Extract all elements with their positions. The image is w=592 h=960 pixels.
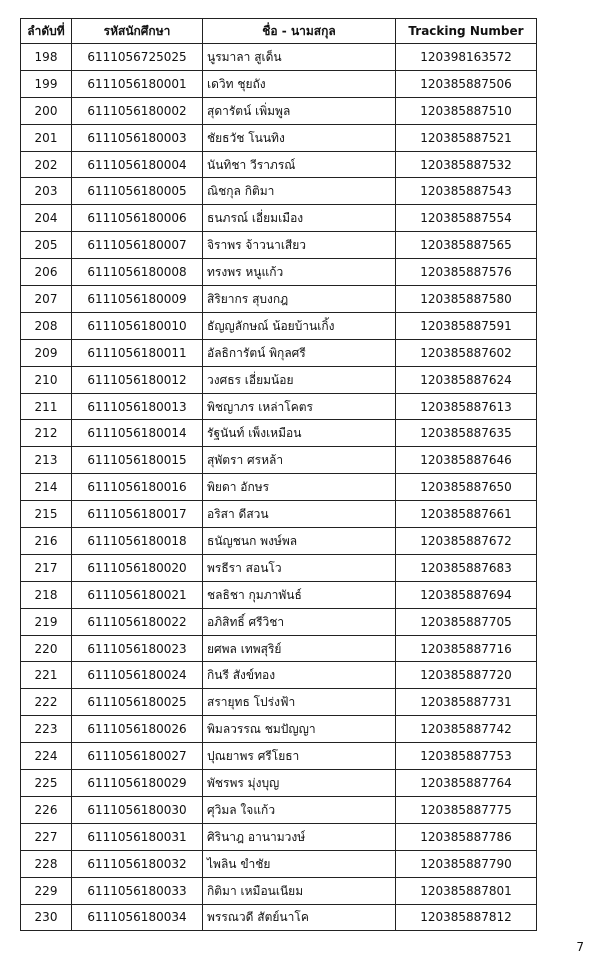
table-row bbox=[21, 393, 537, 420]
table-row bbox=[21, 259, 537, 286]
table-row bbox=[21, 662, 537, 689]
row-student-id: 6111056180005 bbox=[72, 178, 203, 205]
table-row bbox=[21, 581, 537, 608]
row-student-id: 6111056180023 bbox=[72, 635, 203, 662]
row-order: 223 bbox=[21, 716, 72, 743]
row-order: 226 bbox=[21, 796, 72, 823]
row-full-name: พัชรพร มุ่งบุญ bbox=[203, 770, 396, 797]
row-full-name: พิมลวรรณ ชมปัญญา bbox=[203, 716, 396, 743]
row-student-id: 6111056180014 bbox=[72, 420, 203, 447]
row-student-id: 6111056180017 bbox=[72, 501, 203, 528]
row-order: 203 bbox=[21, 178, 72, 205]
row-full-name: ไพลิน ขำชัย bbox=[203, 850, 396, 877]
row-full-name: วงศธร เอี่ยมน้อย bbox=[203, 366, 396, 393]
row-tracking-number: 120385887742 bbox=[396, 716, 537, 743]
table-row bbox=[21, 528, 537, 555]
row-full-name: นูรมาลา สูเด็น bbox=[203, 44, 396, 71]
row-student-id: 6111056180003 bbox=[72, 124, 203, 151]
row-tracking-number: 120385887764 bbox=[396, 770, 537, 797]
row-student-id: 6111056180011 bbox=[72, 339, 203, 366]
row-order: 207 bbox=[21, 286, 72, 313]
row-tracking-number: 120385887591 bbox=[396, 312, 537, 339]
row-order: 202 bbox=[21, 151, 72, 178]
row-student-id: 6111056180009 bbox=[72, 286, 203, 313]
row-full-name: สรายุทธ โปร่งฟ้า bbox=[203, 689, 396, 716]
tracking-table bbox=[20, 18, 537, 931]
row-full-name: ศุวิมล ใจแก้ว bbox=[203, 796, 396, 823]
row-tracking-number: 120385887731 bbox=[396, 689, 537, 716]
table-row bbox=[21, 904, 537, 931]
row-tracking-number: 120385887705 bbox=[396, 608, 537, 635]
row-order: 218 bbox=[21, 581, 72, 608]
row-tracking-number: 120385887716 bbox=[396, 635, 537, 662]
row-student-id: 6111056180026 bbox=[72, 716, 203, 743]
row-full-name: ศิรินาฎ อานามวงษ์ bbox=[203, 823, 396, 850]
row-student-id: 6111056180015 bbox=[72, 447, 203, 474]
row-order: 225 bbox=[21, 770, 72, 797]
row-tracking-number: 120385887661 bbox=[396, 501, 537, 528]
row-tracking-number: 120385887646 bbox=[396, 447, 537, 474]
table-row bbox=[21, 743, 537, 770]
row-tracking-number: 120385887532 bbox=[396, 151, 537, 178]
row-order: 206 bbox=[21, 259, 72, 286]
row-tracking-number: 120385887521 bbox=[396, 124, 537, 151]
row-full-name: ยศพล เทพสุริย์ bbox=[203, 635, 396, 662]
row-student-id: 6111056180018 bbox=[72, 528, 203, 555]
row-tracking-number: 120385887543 bbox=[396, 178, 537, 205]
header-tracking-number: Tracking Number bbox=[396, 19, 537, 44]
table-row bbox=[21, 554, 537, 581]
row-student-id: 6111056180022 bbox=[72, 608, 203, 635]
row-full-name: พรรณวดี สัตย์นาโค bbox=[203, 904, 396, 931]
table-row bbox=[21, 608, 537, 635]
row-tracking-number: 120385887554 bbox=[396, 205, 537, 232]
table-row bbox=[21, 850, 537, 877]
row-full-name: ธนภรณ์ เอี่ยมเมือง bbox=[203, 205, 396, 232]
row-student-id: 6111056180033 bbox=[72, 877, 203, 904]
table-row bbox=[21, 178, 537, 205]
row-order: 222 bbox=[21, 689, 72, 716]
table-row bbox=[21, 501, 537, 528]
row-full-name: อริสา ดีสวน bbox=[203, 501, 396, 528]
row-full-name: จิราพร จ้าวนาเสียว bbox=[203, 232, 396, 259]
row-full-name: ธนัญชนก พงษ์พล bbox=[203, 528, 396, 555]
header-student-id: รหัสนักศึกษา bbox=[72, 19, 203, 44]
row-full-name: กินรี สังข์ทอง bbox=[203, 662, 396, 689]
row-student-id: 6111056180024 bbox=[72, 662, 203, 689]
row-tracking-number: 120385887624 bbox=[396, 366, 537, 393]
table-row bbox=[21, 420, 537, 447]
row-student-id: 6111056180020 bbox=[72, 554, 203, 581]
row-student-id: 6111056180012 bbox=[72, 366, 203, 393]
row-order: 224 bbox=[21, 743, 72, 770]
row-full-name: สุดารัตน์ เพิ่มพูล bbox=[203, 97, 396, 124]
row-student-id: 6111056180001 bbox=[72, 70, 203, 97]
row-order: 213 bbox=[21, 447, 72, 474]
row-full-name: ธัญญลักษณ์ น้อยบ้านเกิ้ง bbox=[203, 312, 396, 339]
row-full-name: ชัยธวัช โนนทิง bbox=[203, 124, 396, 151]
row-order: 212 bbox=[21, 420, 72, 447]
row-order: 220 bbox=[21, 635, 72, 662]
table-row bbox=[21, 877, 537, 904]
row-student-id: 6111056180008 bbox=[72, 259, 203, 286]
table-row bbox=[21, 286, 537, 313]
row-order: 201 bbox=[21, 124, 72, 151]
header-row bbox=[21, 19, 537, 44]
row-full-name: พรธีรา สอนโว bbox=[203, 554, 396, 581]
table-row bbox=[21, 635, 537, 662]
row-tracking-number: 120385887576 bbox=[396, 259, 537, 286]
row-tracking-number: 120385887650 bbox=[396, 474, 537, 501]
row-student-id: 6111056180031 bbox=[72, 823, 203, 850]
row-order: 199 bbox=[21, 70, 72, 97]
header-order: ลำดับที่ bbox=[21, 19, 72, 44]
row-tracking-number: 120385887720 bbox=[396, 662, 537, 689]
row-order: 198 bbox=[21, 44, 72, 71]
row-full-name: ณิชกุล กิติมา bbox=[203, 178, 396, 205]
table-row bbox=[21, 312, 537, 339]
row-tracking-number: 120398163572 bbox=[396, 44, 537, 71]
row-order: 221 bbox=[21, 662, 72, 689]
table-row bbox=[21, 716, 537, 743]
row-student-id: 6111056180004 bbox=[72, 151, 203, 178]
row-student-id: 6111056180029 bbox=[72, 770, 203, 797]
row-student-id: 6111056180034 bbox=[72, 904, 203, 931]
table-row bbox=[21, 366, 537, 393]
row-order: 214 bbox=[21, 474, 72, 501]
row-order: 210 bbox=[21, 366, 72, 393]
table-row bbox=[21, 44, 537, 71]
row-student-id: 6111056180030 bbox=[72, 796, 203, 823]
row-order: 229 bbox=[21, 877, 72, 904]
row-order: 227 bbox=[21, 823, 72, 850]
row-student-id: 6111056180016 bbox=[72, 474, 203, 501]
row-order: 230 bbox=[21, 904, 72, 931]
row-tracking-number: 120385887801 bbox=[396, 877, 537, 904]
header-full-name: ชื่อ - นามสกุล bbox=[203, 19, 396, 44]
table-row bbox=[21, 689, 537, 716]
row-full-name: สิริยากร สุบงกฎ bbox=[203, 286, 396, 313]
row-student-id: 6111056180027 bbox=[72, 743, 203, 770]
row-full-name: ปุณยาพร ศรีโยธา bbox=[203, 743, 396, 770]
row-order: 217 bbox=[21, 554, 72, 581]
row-tracking-number: 120385887672 bbox=[396, 528, 537, 555]
row-tracking-number: 120385887786 bbox=[396, 823, 537, 850]
row-full-name: อภิสิทธิ์ ศรีวิชา bbox=[203, 608, 396, 635]
row-tracking-number: 120385887580 bbox=[396, 286, 537, 313]
row-student-id: 6111056180025 bbox=[72, 689, 203, 716]
row-full-name: นันทิชา วีราภรณ์ bbox=[203, 151, 396, 178]
row-order: 204 bbox=[21, 205, 72, 232]
row-full-name: สุพัตรา ศรหล้า bbox=[203, 447, 396, 474]
row-full-name: ชลธิชา กุมภาพันธ์ bbox=[203, 581, 396, 608]
table-row bbox=[21, 205, 537, 232]
table-row bbox=[21, 823, 537, 850]
row-order: 219 bbox=[21, 608, 72, 635]
row-student-id: 6111056180002 bbox=[72, 97, 203, 124]
row-order: 215 bbox=[21, 501, 72, 528]
row-tracking-number: 120385887602 bbox=[396, 339, 537, 366]
table-row bbox=[21, 339, 537, 366]
row-tracking-number: 120385887753 bbox=[396, 743, 537, 770]
row-full-name: อัลธิการัตน์ พิกุลศรี bbox=[203, 339, 396, 366]
table-row bbox=[21, 70, 537, 97]
row-student-id: 6111056180010 bbox=[72, 312, 203, 339]
row-student-id: 6111056725025 bbox=[72, 44, 203, 71]
row-tracking-number: 120385887812 bbox=[396, 904, 537, 931]
row-student-id: 6111056180021 bbox=[72, 581, 203, 608]
row-tracking-number: 120385887775 bbox=[396, 796, 537, 823]
row-order: 208 bbox=[21, 312, 72, 339]
row-student-id: 6111056180032 bbox=[72, 850, 203, 877]
row-tracking-number: 120385887506 bbox=[396, 70, 537, 97]
table-row bbox=[21, 232, 537, 259]
row-order: 209 bbox=[21, 339, 72, 366]
row-order: 200 bbox=[21, 97, 72, 124]
table-row bbox=[21, 447, 537, 474]
table-row bbox=[21, 796, 537, 823]
row-order: 228 bbox=[21, 850, 72, 877]
table-row bbox=[21, 124, 537, 151]
row-full-name: รัฐนันท์ เพ็งเหมือน bbox=[203, 420, 396, 447]
row-full-name: พิยดา อักษร bbox=[203, 474, 396, 501]
row-full-name: เดวิท ชุยถัง bbox=[203, 70, 396, 97]
row-tracking-number: 120385887613 bbox=[396, 393, 537, 420]
row-order: 216 bbox=[21, 528, 72, 555]
row-tracking-number: 120385887683 bbox=[396, 554, 537, 581]
row-full-name: กิติมา เหมือนเนียม bbox=[203, 877, 396, 904]
row-tracking-number: 120385887790 bbox=[396, 850, 537, 877]
table-row bbox=[21, 474, 537, 501]
page-number: 7 bbox=[576, 940, 584, 954]
row-tracking-number: 120385887635 bbox=[396, 420, 537, 447]
row-order: 211 bbox=[21, 393, 72, 420]
row-student-id: 6111056180007 bbox=[72, 232, 203, 259]
table-row bbox=[21, 151, 537, 178]
row-full-name: พิชญาภร เหล่าโคตร bbox=[203, 393, 396, 420]
row-student-id: 6111056180006 bbox=[72, 205, 203, 232]
row-order: 205 bbox=[21, 232, 72, 259]
row-student-id: 6111056180013 bbox=[72, 393, 203, 420]
table-body bbox=[21, 44, 537, 931]
table-header bbox=[21, 19, 537, 44]
row-full-name: ทรงพร หนูแก้ว bbox=[203, 259, 396, 286]
row-tracking-number: 120385887565 bbox=[396, 232, 537, 259]
table-row bbox=[21, 770, 537, 797]
row-tracking-number: 120385887694 bbox=[396, 581, 537, 608]
row-tracking-number: 120385887510 bbox=[396, 97, 537, 124]
table-row bbox=[21, 97, 537, 124]
